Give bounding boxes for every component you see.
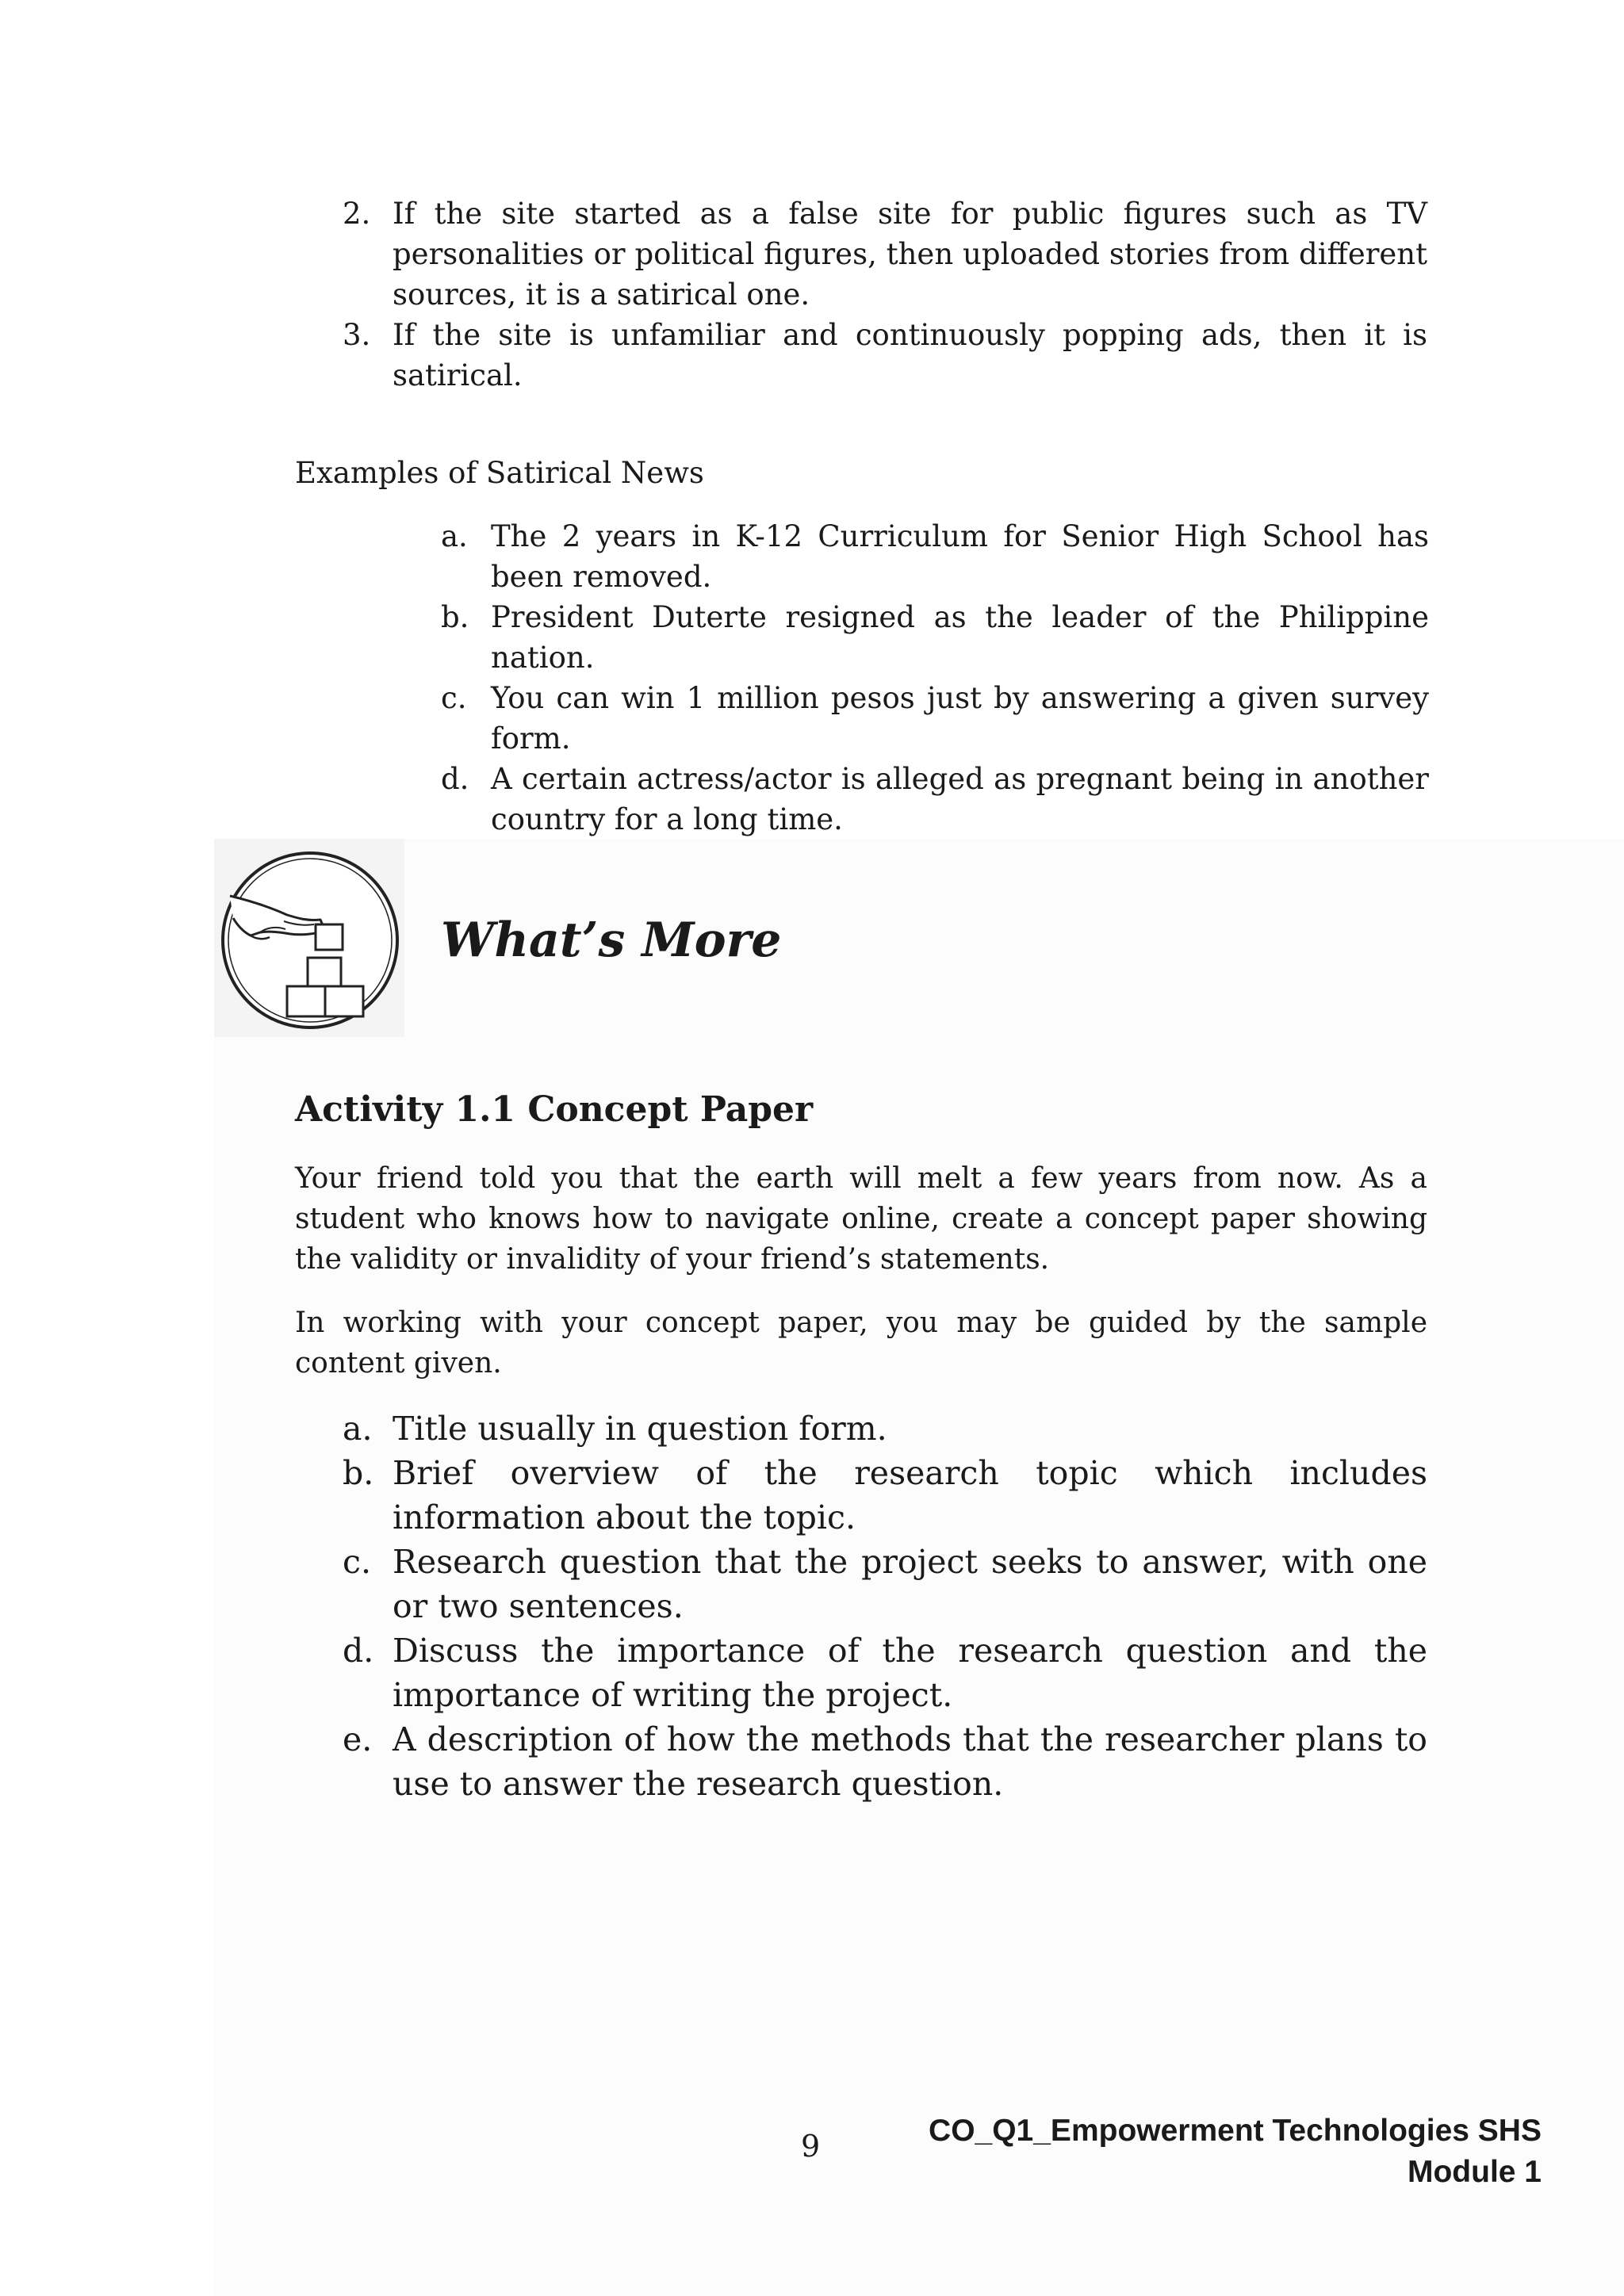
hand-stacking-blocks-icon: [214, 839, 404, 1037]
list-item-text: If the site started as a false site for public figures such as TV personalities or political figures, then uploaded stories from different sources, it is a satirical one.: [393, 197, 1427, 312]
activity-title: Activity 1.1 Concept Paper: [295, 1089, 814, 1130]
list-marker: a.: [441, 519, 468, 553]
list-item-text: Research question that the project seeks to answer, with one or two sentences.: [393, 1543, 1427, 1625]
list-item: [343, 1717, 1427, 1806]
list-item: [343, 1451, 1427, 1540]
page-number: 9: [801, 2129, 821, 2164]
list-item: [343, 1628, 1427, 1717]
list-item: [343, 315, 1427, 396]
list-marker: b.: [441, 600, 469, 634]
activity-instructions: Your friend told you that the earth will melt a few years from now. As a student who knows how to navigate online, create a concept paper showing the validity or invalidity of your friend’s statements.: [295, 1162, 1427, 1276]
footer-course-code: CO_Q1_Empowerment Technologies SHS: [929, 2114, 1542, 2148]
satirical-news-heading: Examples of Satirical News: [295, 456, 704, 490]
list-item: [441, 516, 1429, 597]
concept-paper-content-list: [343, 1406, 1427, 1806]
list-marker: a.: [343, 1410, 373, 1448]
satirical-examples-list: [441, 516, 1429, 840]
list-marker: d.: [343, 1632, 374, 1670]
module-footer: [929, 2110, 1542, 2193]
footer-module-label: Module 1: [1407, 2155, 1542, 2189]
list-marker: c.: [343, 1543, 371, 1581]
list-item: [343, 193, 1427, 315]
list-marker: b.: [343, 1454, 374, 1492]
list-item-text: The 2 years in K-12 Curriculum for Senior High School has been removed.: [491, 519, 1429, 594]
list-marker: e.: [343, 1720, 373, 1758]
activity-guidance: In working with your concept paper, you may be guided by the sample content given.: [295, 1307, 1427, 1380]
list-marker: 3.: [343, 318, 371, 352]
list-item-text: You can win 1 million pesos just by answering a given survey form.: [491, 681, 1429, 756]
criteria-list: [343, 193, 1427, 396]
list-item-text: If the site is unfamiliar and continuously popping ads, then it is satirical.: [393, 318, 1427, 392]
list-item-text: A certain actress/actor is alleged as pregnant being in another country for a long time.: [491, 762, 1429, 836]
list-item: [343, 1406, 1427, 1451]
list-item-text: Discuss the importance of the research question and the importance of writing the project.: [393, 1632, 1427, 1714]
list-item-text: Title usually in question form.: [393, 1410, 887, 1448]
list-marker: 2.: [343, 197, 371, 231]
list-item: [441, 759, 1429, 840]
list-item: [343, 1540, 1427, 1628]
list-item-text: A description of how the methods that the researcher plans to use to answer the research question.: [393, 1720, 1427, 1803]
list-item: [441, 678, 1429, 759]
list-marker: d.: [441, 762, 469, 796]
list-item: [441, 597, 1429, 678]
section-title: What’s More: [441, 913, 782, 968]
list-marker: c.: [441, 681, 467, 715]
list-item-text: President Duterte resigned as the leader of the Philippine nation.: [491, 600, 1429, 675]
list-item-text: Brief overview of the research topic which includes information about the topic.: [393, 1454, 1427, 1536]
